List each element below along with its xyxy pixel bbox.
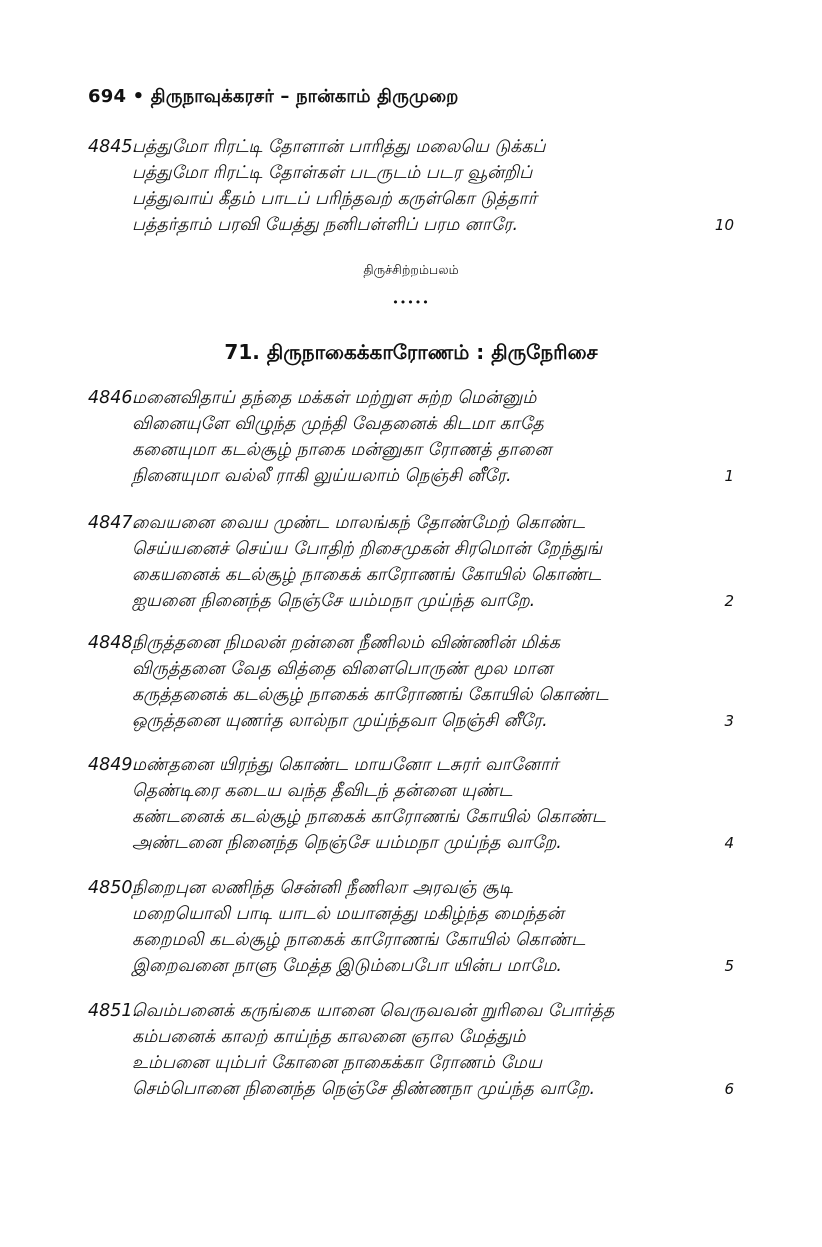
verse-line: உம்பனை யும்பர் கோனை நாகைக்கா ரோணம் மேய (132, 1053, 542, 1073)
verse-4847 (88, 510, 738, 614)
verse-4848 (88, 630, 738, 734)
verse-line: தெண்டிரை கடைய வந்த தீவிடந் தன்னை யுண்ட (132, 781, 513, 801)
stanza-number: 1 (724, 467, 734, 485)
verse-line: கறைமலி கடல்சூழ் நாகைக் காரோணங் கோயில் கொண்ட (132, 930, 586, 950)
verse-line: 4845.பத்துமோ ரிரட்டி தோளான் பாரித்து மலையெ டுக்கப் (88, 134, 738, 160)
verse-line: செம்பொனை நினைந்த நெஞ்சே திண்ணநா முய்ந்த வாறே. 6 (88, 1076, 738, 1102)
verse-line: விருத்தனை வேத வித்தை விளைபொருண் மூல மான (132, 659, 553, 679)
verse-line: 4848.நிருத்தனை நிமலன் றன்னை நீணிலம் விண்ணின் மிக்க (88, 630, 738, 656)
verse-line: ஒருத்தனை யுணர்த லால்நா முய்ந்தவா நெஞ்சி னீரே. 3 (88, 708, 738, 734)
verse-number: 4847. (88, 513, 139, 533)
verse-number: 4845. (88, 137, 139, 157)
verse-number: 4848. (88, 633, 139, 653)
verse-4849 (88, 752, 738, 856)
verse-4851 (88, 998, 738, 1102)
verse-line: கையனைக் கடல்சூழ் நாகைக் காரோணங் கோயில் கொண்ட (132, 565, 602, 585)
verse-line: பத்துவாய் கீதம் பாடப் பரிந்தவற் கருள்கொ டுத்தார் (132, 189, 537, 209)
verse-line: கருத்தனைக் கடல்சூழ் நாகைக் காரோணங் கோயில் கொண்ட (132, 685, 609, 705)
stanza-number: 10 (714, 216, 734, 234)
stanza-number: 5 (724, 957, 734, 975)
verse-line: இறைவனை நாளு மேத்த இடும்பைபோ யின்ப மாமே. 5 (88, 953, 738, 979)
page-header: 694 • திருநாவுக்கரசர் – நான்காம் திருமுறை (88, 86, 459, 107)
verse-line: மறையொலி பாடி யாடல் மயானத்து மகிழ்ந்த மைந்தன் (132, 904, 564, 924)
section-divider: ••••• (392, 296, 430, 309)
verse-number: 4851. (88, 1001, 139, 1021)
verse-4846 (88, 385, 738, 489)
verse-line: அண்டனை நினைந்த நெஞ்சே யம்மநா முய்ந்த வாறே. 4 (88, 830, 738, 856)
verse-line: பத்தர்தாம் பரவி யேத்து நனிபள்ளிப் பரம னாரே. 10 (88, 212, 738, 238)
stanza-number: 3 (724, 712, 734, 730)
verse-line: செய்யனைச் செய்ய போதிற் றிசைமுகன் சிரமொன் றேந்துங் (132, 539, 603, 559)
verse-4850 (88, 875, 738, 979)
stanza-number: 6 (724, 1080, 734, 1098)
verse-line: ஐயனை நினைந்த நெஞ்சே யம்மநா முய்ந்த வாறே. 2 (88, 588, 738, 614)
verse-number: 4846. (88, 388, 139, 408)
closing-benediction: திருச்சிற்றம்பலம் (363, 262, 459, 277)
verse-line: நினையுமா வல்லீ ராகி லுய்யலாம் நெஞ்சி னீரே. 1 (88, 463, 738, 489)
verse-number: 4849. (88, 755, 139, 775)
section-title: 71. திருநாகைக்காரோணம் : திருநேரிசை (224, 340, 598, 364)
verse-line: கம்பனைக் காலற் காய்ந்த காலனை ஞால மேத்தும் (132, 1027, 526, 1047)
verse-line: பத்துமோ ரிரட்டி தோள்கள் படருடம் படர வூன்றிப் (132, 163, 533, 183)
verse-line: 4846.மனைவிதாய் தந்தை மக்கள் மற்றுள சுற்ற மென்னும் (88, 385, 738, 411)
stanza-number: 2 (724, 592, 734, 610)
verse-line: கனையுமா கடல்சூழ் நாகை மன்னுகா ரோணத் தானை (132, 440, 552, 460)
verse-line: 4847.வையனை வைய முண்ட மாலங்கந் தோண்மேற் கொண்ட (88, 510, 738, 536)
stanza-number: 4 (724, 834, 734, 852)
verse-line: 4851.வெம்பனைக் கருங்கை யானை வெருவவன் றுரிவை போர்த்த (88, 998, 738, 1024)
verse-line: 4850.நிறைபுன லணிந்த சென்னி நீணிலா அரவஞ் சூடி (88, 875, 738, 901)
verse-line: கண்டனைக் கடல்சூழ் நாகைக் காரோணங் கோயில் கொண்ட (132, 807, 606, 827)
verse-line: 4849.மண்தனை யிரந்து கொண்ட மாயனோ டசுரர் வானோர் (88, 752, 738, 778)
verse-4845 (88, 134, 738, 238)
verse-line: வினையுளே விழுந்த முந்தி வேதனைக் கிடமா காதே (132, 414, 544, 434)
verse-number: 4850. (88, 878, 139, 898)
